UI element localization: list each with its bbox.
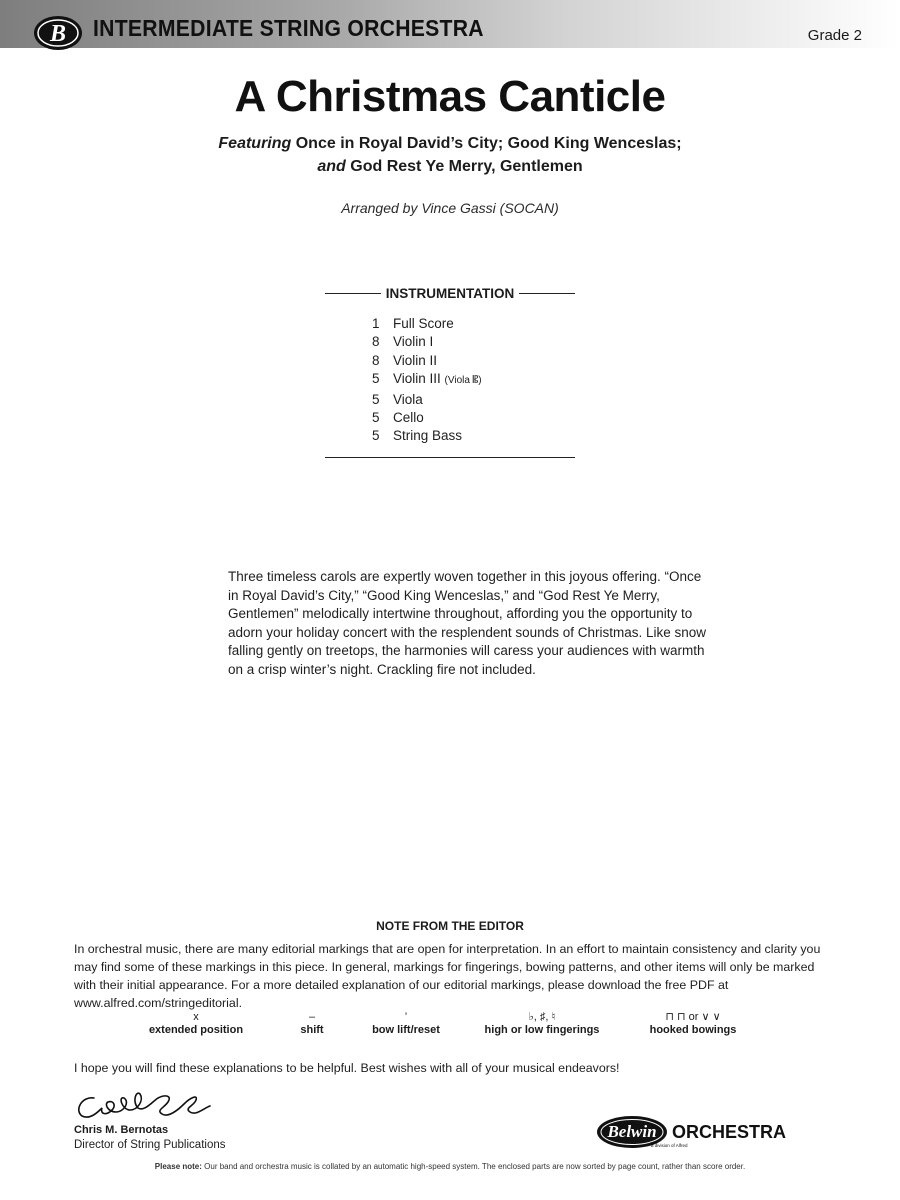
instrument-qty: 1 (372, 316, 380, 331)
marking-extended-position (148, 1010, 244, 1036)
editor-note-body: In orchestral music, there are many editorial markings that are open for interpretation. In an effort to maintain consistency and clarity you may find some of these markings in this piece. In general, markings for fingerings, bowing patterns, and other items will only be marked with their initial appearance. For a more detailed explanation of our editorial markings, please download the free PDF at www.alfred.com/stringeditorial. (74, 942, 821, 1010)
instrument-qty: 5 (372, 391, 380, 407)
featuring-label: Featuring (218, 135, 292, 152)
instrument-name: String Bass (393, 428, 463, 444)
instrument-item (372, 409, 482, 427)
instrument-item (372, 370, 482, 390)
instrument-name: Cello (393, 410, 424, 426)
instrument-item (372, 427, 482, 445)
editor-note-heading: NOTE FROM THE EDITOR (376, 919, 524, 933)
closing-remark: I hope you will find these explanations to be helpful. Best wishes with all of your musical endeavors! (74, 1061, 620, 1075)
marking-label: bow lift/reset (372, 1024, 440, 1036)
signature-image (72, 1088, 217, 1122)
instrumentation-heading (325, 286, 575, 301)
marking-label: extended position (148, 1024, 244, 1036)
subtitle-line-2 (0, 155, 900, 178)
footnote (0, 1162, 900, 1171)
series-title: INTERMEDIATE STRING ORCHESTRA (93, 15, 484, 41)
marking-bow-lift (364, 1010, 448, 1036)
marking-symbol: ♭, ♯, ♮ (528, 1011, 556, 1023)
instrument-name: Violin III (393, 371, 441, 387)
instrument-note: (Viola 𝄡) (444, 375, 482, 387)
marking-symbol: ’ (404, 1011, 408, 1023)
instrument-item (372, 315, 482, 333)
marking-shift (290, 1010, 334, 1036)
marking-label: high or low fingerings (484, 1024, 600, 1036)
instrumentation-title: INSTRUMENTATION (385, 286, 515, 301)
instrument-name: Full Score (393, 316, 454, 331)
instrument-qty: 5 (372, 428, 380, 444)
instrument-qty: 8 (372, 334, 380, 350)
marking-hooked-bowings (640, 1010, 746, 1036)
subtitle (0, 132, 900, 178)
rule-right (519, 293, 575, 294)
instrument-item (372, 333, 482, 351)
carol-list-2: God Rest Ye Merry, Gentlemen (350, 158, 583, 175)
signer-title: Director of String Publications (74, 1139, 226, 1151)
description-paragraph: Three timeless carols are expertly woven together in this joyous offering. “Once in Royal David’s City,” “Good King Wenceslas,” and “God Rest Ye Merry, Gentlemen” melodically intertwine throughout, affording you the opportunity to adorn your holiday concert with the resplendent sounds of Christmas. Like snow falling gently on treetops, the harmonies will caress your audiences with warmth on a crisp winter’s night. Crackling fire not included. (228, 569, 707, 677)
instrument-name: Violin I (393, 334, 434, 350)
instrument-item (372, 352, 482, 370)
marking-high-low-fingerings (478, 1010, 606, 1036)
instrument-name: Violin II (393, 352, 438, 368)
instrument-qty: 5 (372, 410, 380, 426)
instrumentation-bottom-rule (325, 457, 575, 458)
belwin-logo-subtext: a division of Alfred (651, 1143, 688, 1148)
alfred-b-logo-icon (33, 13, 83, 53)
belwin-logo-text: Belwin (607, 1122, 657, 1141)
instrument-item (372, 391, 482, 409)
belwin-orchestra-logo (596, 1114, 829, 1150)
signer-name: Chris M. Bernotas (74, 1124, 169, 1136)
marking-symbol: – (308, 1011, 316, 1023)
footnote-text: Our band and orchestra music is collated by an automatic high-speed system. The enclosed parts are now sorted by page count, rather than score order. (204, 1162, 746, 1171)
svg-text:B: B (49, 21, 67, 47)
marking-symbol: x (193, 1011, 199, 1023)
rule-left (325, 293, 381, 294)
marking-label: shift (300, 1024, 324, 1036)
instrumentation-list (372, 315, 482, 446)
instrument-name: Viola (393, 391, 423, 407)
subtitle-line-1 (0, 132, 900, 155)
belwin-logo-suffix: ORCHESTRA (672, 1122, 787, 1142)
grade-label: Grade 2 (807, 27, 862, 44)
page-title: A Christmas Canticle (234, 72, 666, 121)
footnote-label: Please note: (154, 1162, 202, 1171)
instrument-qty: 8 (372, 352, 380, 368)
arranger-credit: Arranged by Vince Gassi (SOCAN) (341, 200, 559, 216)
carol-list-1: Once in Royal David’s City; Good King Wenceslas; (295, 135, 682, 152)
instrument-qty: 5 (372, 371, 380, 387)
marking-symbol: ⊓ ⊓ or ∨ ∨ (665, 1011, 721, 1023)
and-label: and (317, 158, 346, 175)
marking-label: hooked bowings (649, 1024, 737, 1036)
